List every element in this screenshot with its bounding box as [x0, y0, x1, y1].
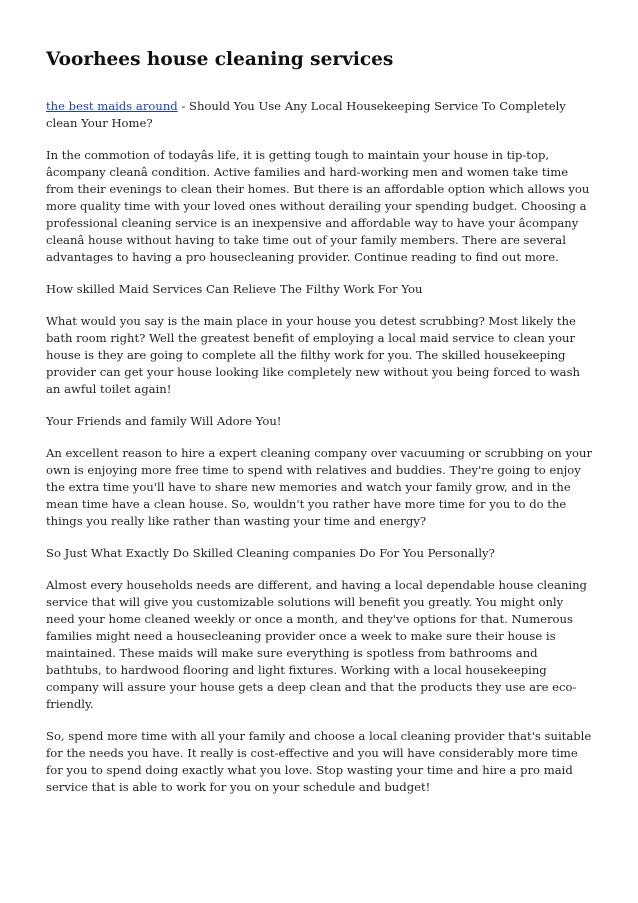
- paragraph-bath-room: What would you say is the main place in your house you detest scrubbing? Most likely the bath room right? Well the greatest benefit of employing a local maid service to clean your house is they are going to complete all the filthy work for you. The skilled housekeeping provider can get your house looking like completely new without you being forced to wash an awful toilet again!: [46, 314, 580, 396]
- heading-friends-family: Your Friends and family Will Adore You!: [46, 414, 282, 428]
- document-page: [46, 0, 592, 796]
- document-title: Voorhees house cleaning services: [46, 49, 394, 70]
- intro-text: - Should You Use Any Local Housekeeping Service To Completely clean Your Home?: [46, 99, 566, 130]
- heading-what-cleaning-companies-do: So Just What Exactly Do Skilled Cleaning companies Do For You Personally?: [46, 546, 495, 560]
- heading-skilled-maid-services: How skilled Maid Services Can Relieve The Filthy Work For You: [46, 282, 423, 296]
- intro-paragraph: [46, 98, 592, 132]
- paragraph-free-time: An excellent reason to hire a expert cleaning company over vacuuming or scrubbing on your own is enjoying more free time to spend with relatives and buddies. They're going to enjoy the extra time you'll have to share new memories and watch your family grow, and in the mean time have a clean house. So, wouldn't you rather have more time for you to do the things you really like rather than wasting your time and energy?: [46, 446, 592, 528]
- paragraph-commotion: In the commotion of todayâs life, it is getting tough to maintain your house in tip-top, âcompany cleanâ condition. Active families and hard-working men and women take time from their evenings to clean their homes. But there is an affordable option which allows you more quality time with your loved ones without derailing your spending budget. Choosing a professional cleaning service is an inexpensive and affordable way to have your âcompany cleanâ house without having to take time out of your family members. There are several advantages to having a pro housecleaning provider. Continue reading to find out more.: [46, 148, 590, 264]
- paragraph-conclusion: So, spend more time with all your family and choose a local cleaning provider that's suitable for the needs you have. It really is cost-effective and you will have considerably more time for you to spend doing exactly what you love. Stop wasting your time and hire a pro maid service that is able to work for you on your schedule and budget!: [46, 729, 592, 794]
- paragraph-households-needs: Almost every households needs are different, and having a local dependable house cleaning service that will give you customizable solutions will benefit you greatly. You might only need your home cleaned weekly or once a month, and they've options for that. Numerous families might need a housecleaning provider once a week to make sure their house is maintained. These maids will make sure everything is spotless from bathrooms and bathtubs, to hardwood flooring and light fixtures. Working with a local housekeeping company will assure your house gets a deep clean and that the products they use are eco-friendly.: [46, 578, 587, 711]
- best-maids-link[interactable]: the best maids around: [46, 99, 178, 113]
